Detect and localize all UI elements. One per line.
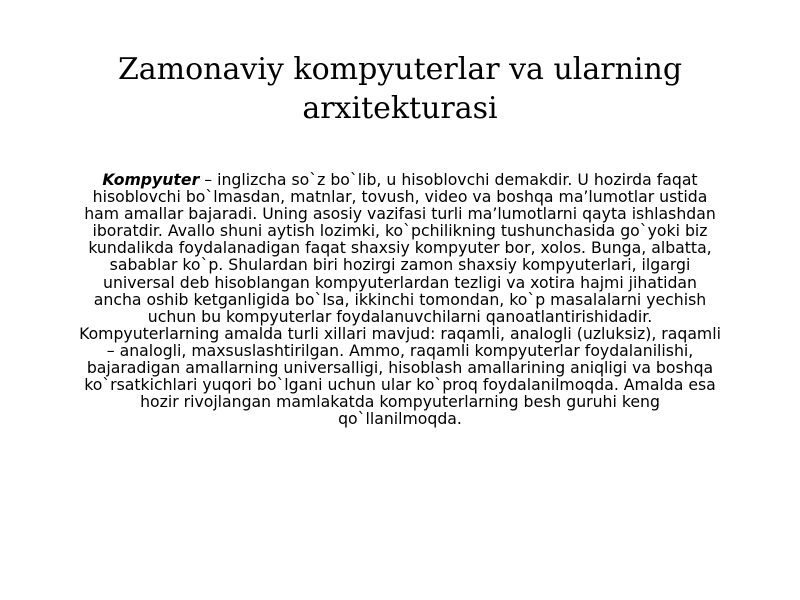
slide-title: Zamonaviy kompyuterlar va ularning arxitekturasi [117, 52, 683, 126]
paragraph-text: – inglizcha so`z bo`lib, u hisoblovchi demakdir. U hozirda faqat hisoblovchi bo`lmasdan, matnlar, tovush, video va boshqa ma’lumotlar ustida ham amallar bajaradi. Uning asosiy vazifasi turli ma’lumotlarni qayta ishlashdan iboratdir. Avallo shuni aytish lozimki, ko`pchilikning tushunchasida go`yoki biz kundalikda foydalanadigan faqat shaxsiy kompyuter bor, xolos. Bunga, albatta, sabablar ko`p. Shulardan biri hozirgi zamon shaxsiy kompyuterlari, ilgargi universal deb hisoblangan kompyuterlardan tezligi va xotira hajmi jihatidan ancha oshib ketganligida bo`lsa, ikkinchi tomondan, ko`p masalalarni yechish uchun bu kompyuterlar foydalanuvchilarni qanoatlantirishidadir. Kompyuterlarning amalda turli xillari mavjud: raqamli, analogli (uzluksiz), raqamli – analogli, maxsuslashtirilgan. Ammo, raqamli kompyuterlar foydalanilishi, bajaradigan amallarning universalligi, hisoblash amallarining aniqligi va boshqa ko`rsatkichlari yuqori bo`lgani uchun ular ko`proq foydalanilmoqda. Amalda esa hozir rivojlangan mamlakatda kompyuterlarning besh guruhi keng qo`llanilmoqda. [79, 170, 721, 429]
term-keyword: Kompyuter [102, 170, 200, 189]
slide-body-paragraph [78, 171, 722, 427]
